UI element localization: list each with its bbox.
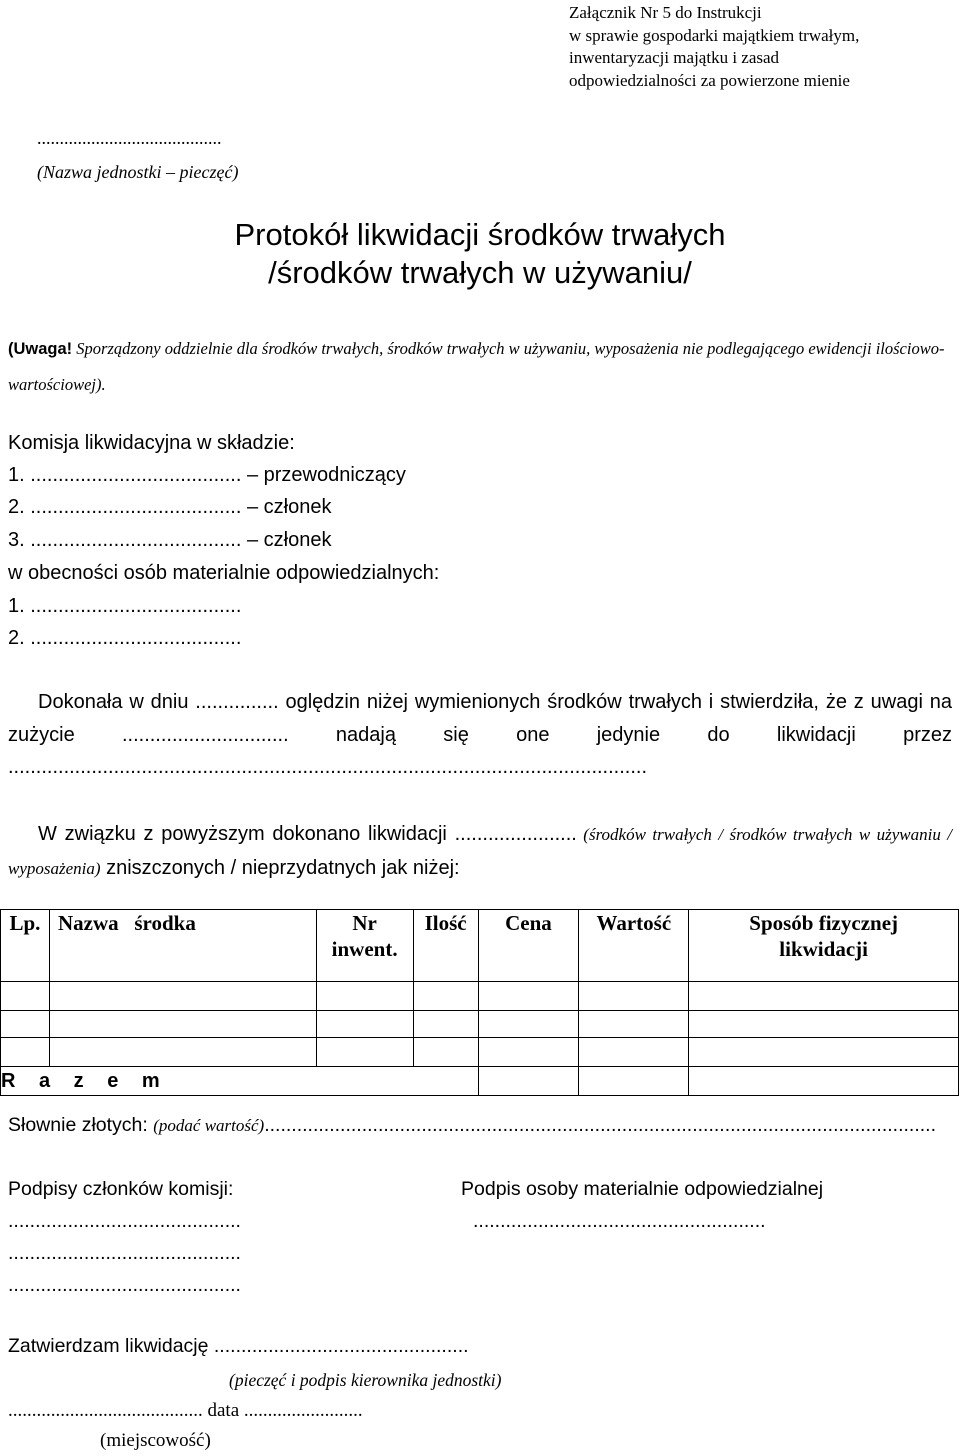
note-text: Sporządzony oddzielnie dla środków trwałych, środków trwałych w używaniu, wyposażenia nie podlegającego ewidencji ilościowo-wartościowej). [8, 339, 945, 394]
unit-label: (Nazwa jednostki – pieczęć) [37, 162, 239, 182]
responsible-person-2: 2. ...................................... [8, 627, 242, 649]
annex-line-3: inwentaryzacji majątku i zasad [569, 48, 780, 67]
annex-line-2: w sprawie gospodarki majątkiem trwałym, [569, 25, 860, 45]
table-cell[interactable] [49, 982, 316, 1011]
liquidation-lead: W związku z powyższym dokonano likwidacji ...................... [38, 823, 577, 845]
amount-in-words [8, 1114, 936, 1137]
header-disposal-method: Sposób fizycznej likwidacji [689, 910, 959, 982]
table-cell[interactable] [1, 1011, 50, 1038]
inspection-paragraph: Dokonała w dniu ............... oględzin niżej wymienionych środków trwałych i stwierdziła, że z uwagi na zużycie .............................. nadają się one jedynie do likwidacji przez ................................................................................................................... [8, 691, 952, 778]
total-label: R a z e m [1, 1067, 479, 1096]
liquidation-tail: zniszczonych / nieprzydatnych jak niżej: [100, 856, 460, 879]
page-title: Protokół likwidacji środków trwałych [234, 217, 726, 252]
words-dots: ............................................................................................................................ [264, 1114, 937, 1136]
committee-signatures-label: Podpisy członków komisji: [8, 1178, 234, 1200]
place-date-line: ......................................... data ......................... [8, 1400, 363, 1421]
committee-heading: Komisja likwidacyjna w składzie: [8, 432, 295, 454]
approval-line: Zatwierdzam likwidację ............................................... [8, 1335, 469, 1357]
table-cell[interactable] [413, 982, 478, 1011]
table-cell[interactable] [1, 982, 50, 1011]
note-lead: (Uwaga! [8, 340, 73, 358]
table-cell[interactable] [413, 1011, 478, 1038]
header-price: Cena [478, 910, 579, 982]
header-quantity: Ilość [413, 910, 478, 982]
total-disposal-cell[interactable] [689, 1067, 959, 1096]
header-value: Wartość [579, 910, 689, 982]
header-lp: Lp. [1, 910, 50, 982]
total-price-cell[interactable] [478, 1067, 579, 1096]
annex-note [569, 2, 859, 92]
approval-hint: (pieczęć i podpis kierownika jednostki) [229, 1370, 502, 1390]
note [8, 331, 954, 402]
table-cell[interactable] [413, 1038, 478, 1067]
table-cell[interactable] [579, 1011, 689, 1038]
words-label: Słownie złotych: [8, 1114, 154, 1136]
unit-dots: ......................................... [37, 128, 222, 148]
committee-member-1: 1. ...................................... – przewodniczący [8, 464, 406, 486]
annex-line-1: Załącznik Nr 5 do Instrukcji [569, 3, 762, 22]
table-header-row [1, 910, 959, 982]
table-cell[interactable] [689, 1011, 959, 1038]
table-total-row [1, 1067, 959, 1096]
table-cell[interactable] [49, 1011, 316, 1038]
table-cell[interactable] [478, 1038, 579, 1067]
table-cell[interactable] [579, 1038, 689, 1067]
table-cell[interactable] [478, 982, 579, 1011]
table-row [1, 982, 959, 1011]
table-cell[interactable] [1, 1038, 50, 1067]
header-name: Nazwa środka [49, 910, 316, 982]
total-value-cell[interactable] [579, 1067, 689, 1096]
liquidation-italic: (środków trwałych / środków trwałych w używaniu / wyposażenia) [8, 825, 952, 878]
annex-line-4: odpowiedzialności za powierzone mienie [569, 70, 850, 90]
committee-signature-line: ........................................... [8, 1242, 241, 1264]
table-cell[interactable] [316, 1011, 413, 1038]
responsible-signature-label: Podpis osoby materialnie odpowiedzialnej [461, 1178, 824, 1200]
place-label: (miejscowość) [100, 1430, 211, 1451]
table-cell[interactable] [579, 982, 689, 1011]
liquidation-paragraph [8, 818, 952, 885]
table-cell[interactable] [689, 1038, 959, 1067]
committee-signature-line: ........................................... [8, 1210, 241, 1232]
items-table [0, 909, 959, 1096]
table-cell[interactable] [49, 1038, 316, 1067]
table-row [1, 1038, 959, 1067]
presence-heading: w obecności osób materialnie odpowiedzialnych: [8, 562, 440, 584]
responsible-person-1: 1. ...................................... [8, 595, 242, 617]
table-row [1, 1011, 959, 1038]
responsible-signature-line: ...................................................... [473, 1210, 766, 1232]
words-hint: (podać wartość) [153, 1116, 265, 1135]
table-cell[interactable] [316, 982, 413, 1011]
table-cell[interactable] [689, 982, 959, 1011]
committee-signature-line: ........................................... [8, 1274, 241, 1296]
committee-member-2: 2. ...................................... – członek [8, 496, 332, 518]
table-cell[interactable] [316, 1038, 413, 1067]
committee-member-3: 3. ...................................... – członek [8, 529, 332, 551]
header-inventory-number: Nr inwent. [316, 910, 413, 982]
table-cell[interactable] [478, 1011, 579, 1038]
page-subtitle: /środków trwałych w używaniu/ [268, 255, 692, 290]
